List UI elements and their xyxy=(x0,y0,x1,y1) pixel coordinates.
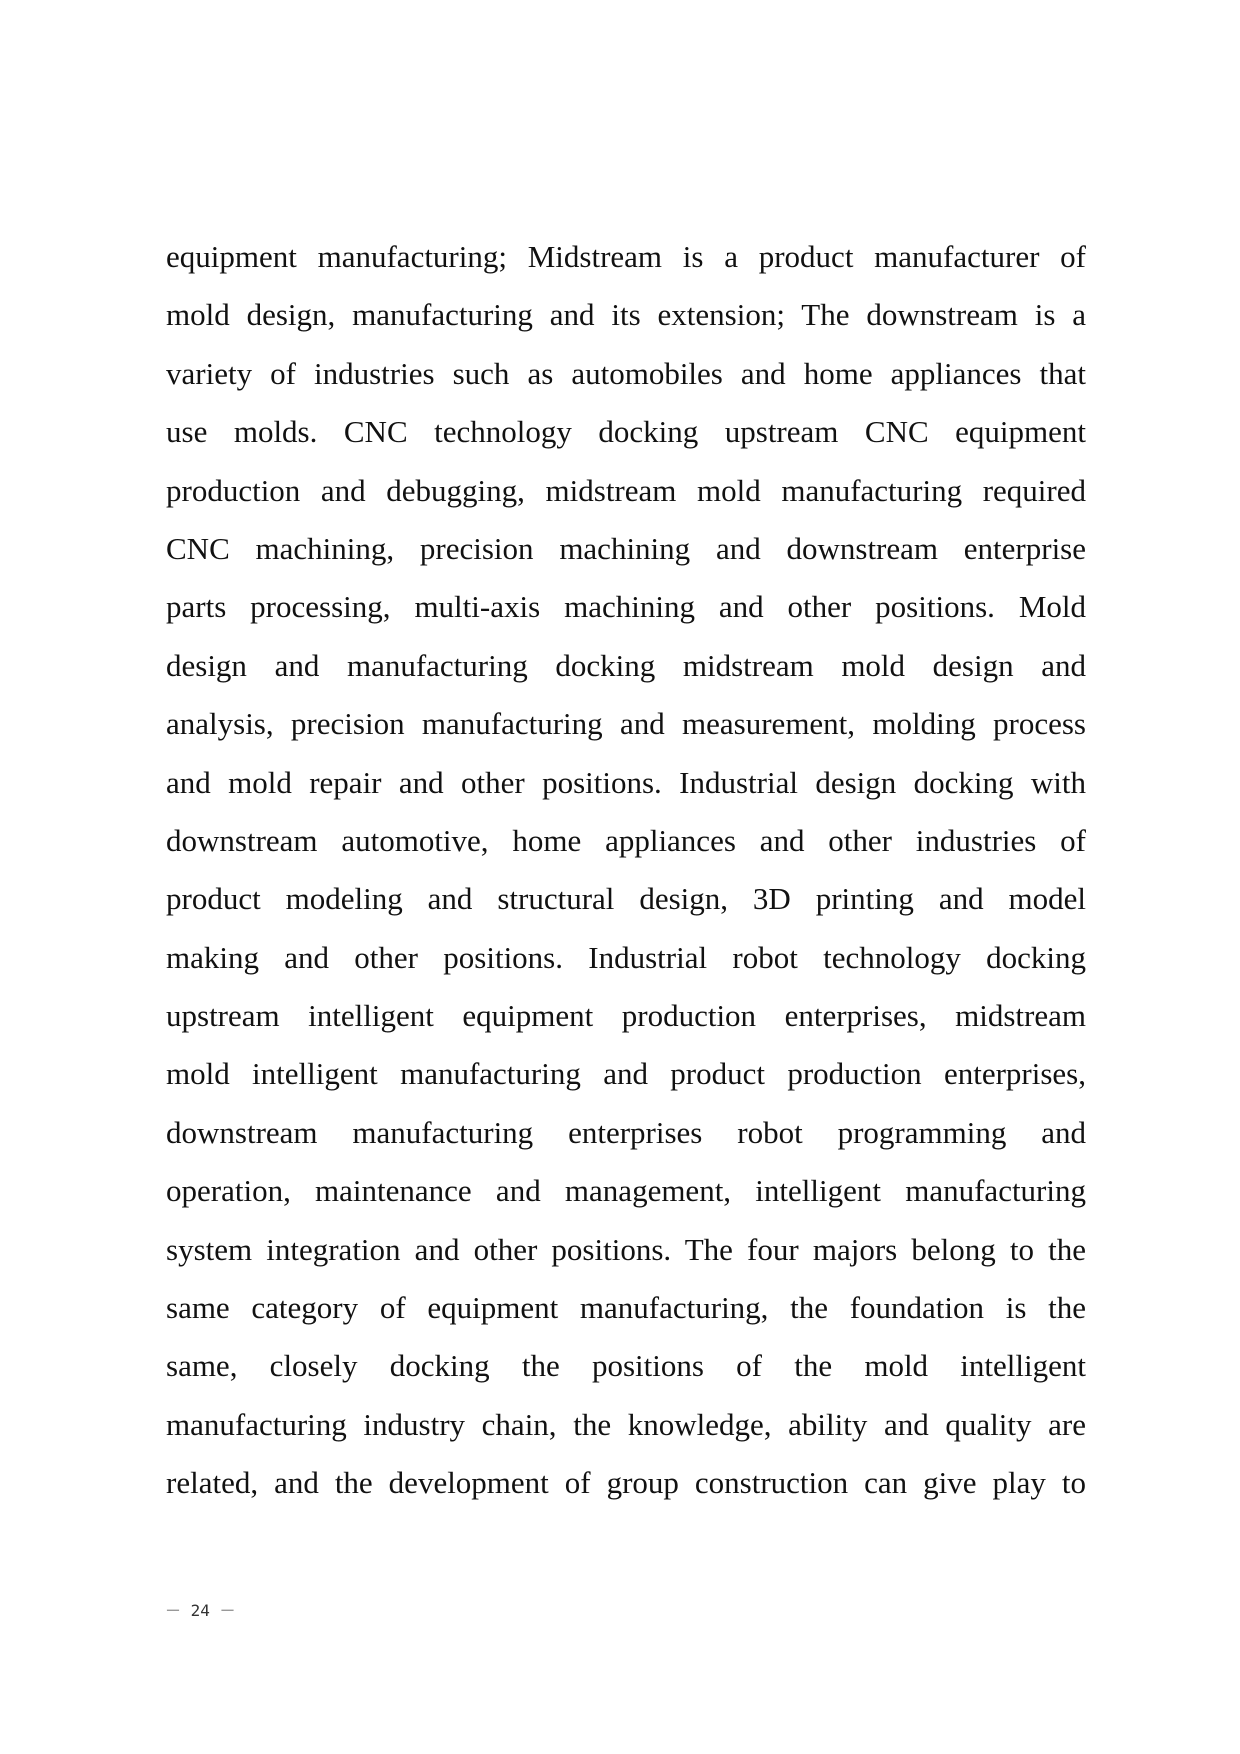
text-line-20: same, closely docking the positions of the mold intelligent xyxy=(166,1348,1086,1384)
page-number: － 24 － xyxy=(165,1601,236,1620)
text-line-7: parts processing, multi-axis machining and other positions. Mold xyxy=(166,589,1086,625)
text-line-3: variety of industries such as automobiles and home appliances that xyxy=(166,355,1086,391)
text-line-4: use molds. CNC technology docking upstream CNC equipment xyxy=(166,414,1086,450)
text-line-8: design and manufacturing docking midstream mold design and xyxy=(166,647,1086,683)
text-line-1: equipment manufacturing; Midstream is a product manufacturer of xyxy=(166,239,1086,274)
body-text xyxy=(166,228,1086,1513)
text-line-19: same category of equipment manufacturing, the foundation is the xyxy=(166,1290,1086,1326)
text-line-17: operation, maintenance and management, intelligent manufacturing xyxy=(166,1173,1086,1209)
text-line-6: CNC machining, precision machining and downstream enterprise xyxy=(166,530,1086,566)
text-line-10: and mold repair and other positions. Industrial design docking with xyxy=(166,764,1086,800)
text-line-2: mold design, manufacturing and its extension; The downstream is a xyxy=(166,297,1086,333)
text-line-13: making and other positions. Industrial robot technology docking xyxy=(166,939,1086,975)
text-line-15: mold intelligent manufacturing and product production enterprises, xyxy=(166,1056,1086,1092)
text-line-11: downstream automotive, home appliances and other industries of xyxy=(166,822,1086,858)
text-line-12: product modeling and structural design, 3D printing and model xyxy=(166,881,1086,917)
text-line-14: upstream intelligent equipment production enterprises, midstream xyxy=(166,998,1086,1034)
text-line-21: manufacturing industry chain, the knowledge, ability and quality are xyxy=(166,1406,1086,1442)
text-line-16: downstream manufacturing enterprises robot programming and xyxy=(166,1114,1086,1150)
text-line-5: production and debugging, midstream mold manufacturing required xyxy=(166,472,1086,508)
text-line-22: related, and the development of group construction can give play to xyxy=(166,1465,1086,1501)
text-line-9: analysis, precision manufacturing and measurement, molding process xyxy=(166,706,1086,742)
text-line-18: system integration and other positions. The four majors belong to the xyxy=(166,1231,1086,1267)
